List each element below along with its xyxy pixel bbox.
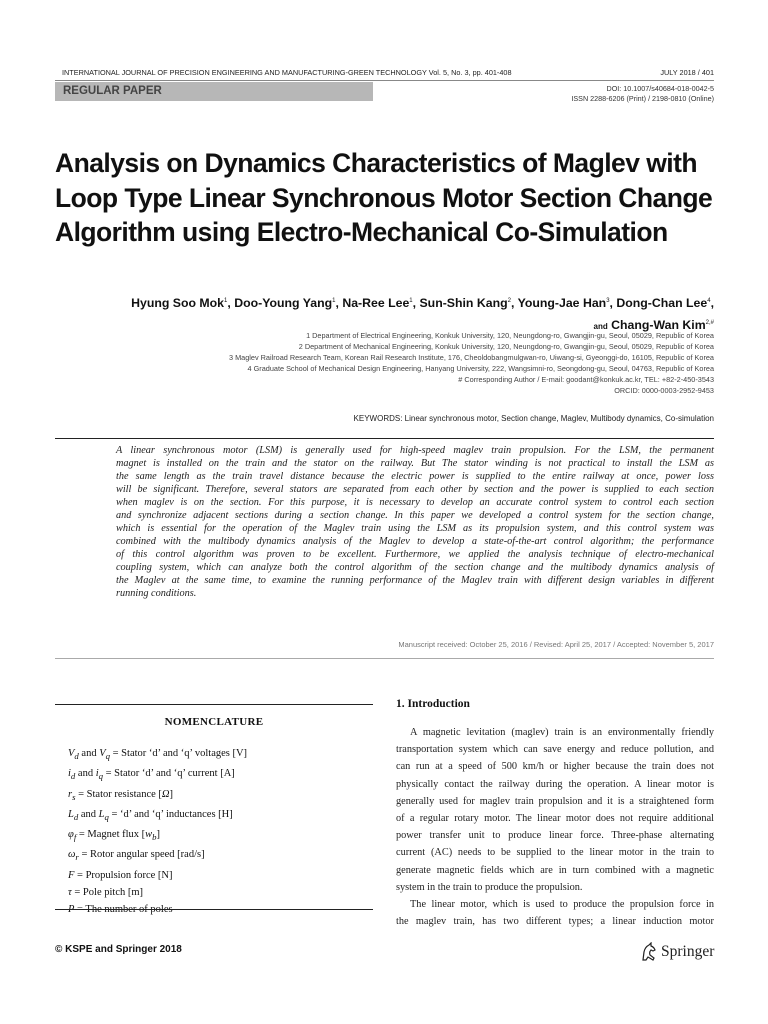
nomenclature-item: $i_d$ and $i_q$ = Stator ‘d’ and ‘q’ current [A] [68,768,235,782]
author-affil-mark: 4 [707,298,711,304]
abstract-line: will be significant. Therefore, several stators are separated from each other by section and the power is supplied to each section [116,484,714,495]
title-line: Loop Type Linear Synchronous Motor Section Change [55,182,713,213]
affiliation-line: 4 Graduate School of Mechanical Design Engineering, Hanyang University, 222, Wangsimni-ro, Seongdong-gu, Seoul, 04763, Republic of Korea [247,363,714,373]
abstract-line: when maglev is on the section. For this purpose, it is necessary to develop an accurate control system to control each section [116,497,714,508]
nomenclature-item: $\varphi_f$ = Magnet flux $[w_b]$ [68,829,161,843]
affiliation-line: 2 Department of Mechanical Engineering, Konkuk University, 120, Neungdong-ro, Gwangjin-gu, Seoul, 05029, Republic of Korea [298,341,714,351]
nomenclature-item: τ = Pole pitch [m] [68,886,144,898]
orcid: ORCID: 0000-0003-2952-9453 [614,385,714,395]
springer-wordmark: Springer [661,943,715,960]
body-line: of a regular rotary motor. The linear motor does not require additional [396,813,714,825]
author-affil-mark: 3 [606,298,610,304]
author-affil-mark: 2 [507,298,511,304]
author: Dong-Chan Lee [616,296,708,311]
abstract-line: running conditions. [116,588,197,599]
article-type-badge: REGULAR PAPER [55,82,373,101]
body-line: system in the train to produce the propulsion. [396,881,583,893]
title-line: Algorithm using Electro-Mechanical Co-Simulation [55,217,668,247]
copyright: © KSPE and Springer 2018 [55,944,182,955]
body-line: generate magnetic fields which are in turn combined with a magnetic [396,864,714,876]
keywords-rule [55,438,714,439]
abstract-line: of this control algorithm was proven to be excellent. Furthermore, we applied the analysis technique of electro-mechanical [116,549,714,560]
author: Hyung Soo Mok [131,296,225,311]
affiliation-line: 3 Maglev Railroad Research Team, Korean Rail Research Institute, 176, Cheoldobangmulgwan-ro, Uiwang-si, Gyeonggi-do, 16105, Republic of Korea [229,352,714,362]
author-affil-mark: 2,# [705,320,714,327]
abstract-line: and synchronize adjacent sections during a section change. In this paper we developed a control system for the section change, [116,510,714,521]
section-heading-introduction: 1. Introduction [396,698,470,710]
author: Chang-Wan Kim [611,318,706,333]
affiliations [229,331,714,396]
nomenclature-top-rule [55,704,373,705]
springer-horse-icon [640,942,658,962]
author: Doo-Young Yang [234,296,333,311]
body-line: power transfer unit to produce linear force. Three-phase alternating [396,830,714,842]
author-conjunction: and [593,322,608,332]
nomenclature-list [68,745,247,918]
abstract-line: which is essential for the operation of the Maglev train using the LSM as its propulsion system, and this control system was [116,523,714,534]
nomenclature-item: $r_s$ = Stator resistance [Ω] [68,788,173,802]
nomenclature-item: $L_d$ and $L_q$ = ‘d’ and ‘q’ inductances [H] [68,808,233,822]
nomenclature-item: P = The number of poles [68,904,173,916]
doi: DOI: 10.1007/s40684-018-0042-5 [606,84,714,93]
abstract [116,444,714,600]
body-line: current (AC) needs to be supplied to the linear motor in the train to [396,847,714,859]
title-line: Analysis on Dynamics Characteristics of Maglev with [55,148,698,178]
nomenclature-item: F = Propulsion force [N] [68,869,173,881]
author-list: Hyung Soo Mok$^1$, Doo-Young Yang$^1$, Na-Ree Lee$^1$, Sun-Shin Kang$^2$, Young-Jae Han$^3$, Dong-Chan Lee$^4$, and Chang-Wan Kim$^{2,\#}$ [131,296,714,333]
paper-title [55,146,715,250]
body-line: A magnetic levitation (maglev) train is an environmentally friendly [410,727,714,738]
author: Sun-Shin Kang [419,296,508,311]
body-line: physically contact the railway during the operation. A linear motor is [396,778,714,790]
header-rule [55,80,714,81]
author-affil-mark: 1 [409,298,413,304]
doi-block [571,84,714,104]
body-line: The linear motor, which is used to produce the propulsion force in [410,899,714,911]
journal-name: INTERNATIONAL JOURNAL OF PRECISION ENGINEERING AND MANUFACTURING-GREEN TECHNOLOGY Vol. 5, No. 3, pp. 401-408 [62,68,512,77]
abstract-line: the same length as the train travel distance because the electric power is supplied to the entire railway at once, power loss [116,471,714,482]
author: Na-Ree Lee [342,296,410,311]
keywords: KEYWORDS: Linear synchronous motor, Section change, Maglev, Multibody dynamics, Co-simulation [353,414,714,423]
issn: ISSN 2288-6206 (Print) / 2198-0810 (Online) [571,94,714,103]
body-line: transportation system which can save energy and reduce pollution, and [396,744,714,756]
abstract-line: magnet is installed on the train and the stator on the railway. But The stator winding is not practical to install the LSM as [116,458,714,469]
nomenclature-title: NOMENCLATURE [164,716,264,728]
abstract-line: A linear synchronous motor (LSM) is generally used for high-speed maglev train propulsion. For the LSM, the permanent [116,445,714,456]
affiliation-line: 1 Department of Electrical Engineering, Konkuk University, 120, Neungdong-ro, Gwangjin-gu, Seoul, 05029, Republic of Korea [306,331,714,340]
nomenclature-item: $V_d$ and $V_q$ = Stator ‘d’ and ‘q’ voltages [V] [68,748,248,762]
manuscript-rule [55,658,714,659]
abstract-line: the Maglev at the same time, to examine the running performance of the Maglev train with different design variables in different [116,575,714,586]
abstract-line: coupling system, which can analyze both the control algorithm of the section change and the multibody dynamics analysis of [116,562,714,573]
abstract-line: combined with the multibody dynamics analysis of the Maglev to develop a state-of-the-art control algorithm; the performance [116,536,714,547]
springer-logo [640,940,714,964]
nomenclature-bottom-rule [55,909,373,910]
body-line: can run at a speed of 500 km/h or higher because the train does not [396,761,714,773]
nomenclature-item: $\omega_r$ = Rotor angular speed [rad/s] [68,849,205,863]
journal-page-info: JULY 2018 / 401 [660,68,714,77]
author: Young-Jae Han [517,296,607,311]
body-line: generally used for maglev train propulsion and it is a straightened form [396,795,714,807]
body-line: the maglev train, has two different types; a linear induction motor [396,916,714,928]
author-affil-mark: 1 [332,298,336,304]
manuscript-dates: Manuscript received: October 25, 2016 / Revised: April 25, 2017 / Accepted: November 5, 2017 [398,640,714,649]
author-affil-mark: 1 [224,298,228,304]
corresponding-author: # Corresponding Author / E-mail: goodant@konkuk.ac.kr, TEL: +82-2-450-3543 [458,374,714,384]
introduction-body [396,724,714,930]
